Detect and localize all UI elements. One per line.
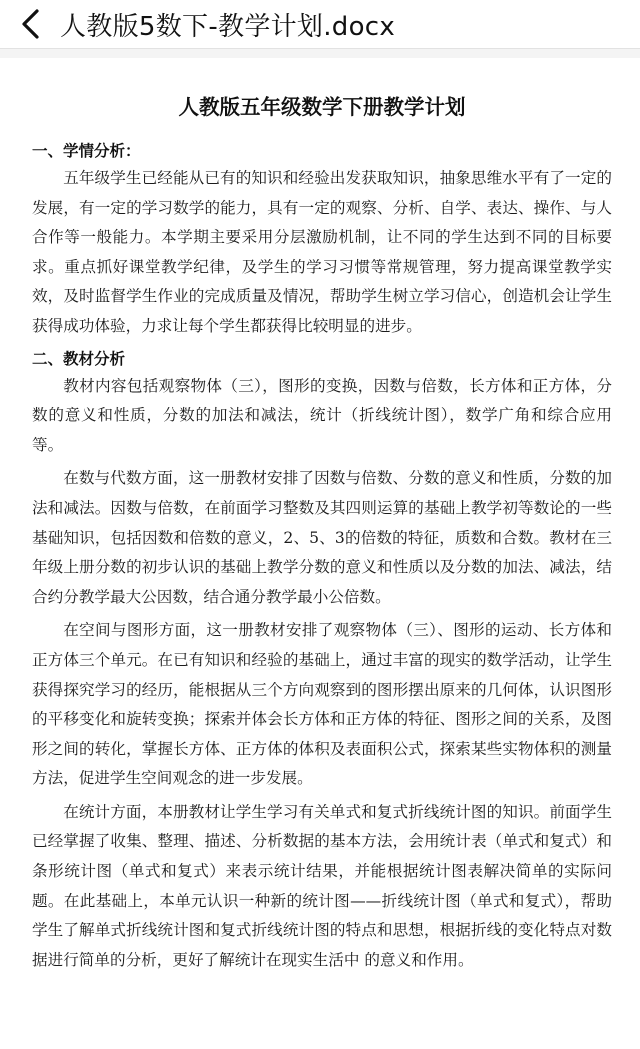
paragraph: 在空间与图形方面，这一册教材安排了观察物体（三）、图形的运动、长方体和正方体三个单元。在已有知识和经验的基础上，通过丰富的现实的数学活动，让学生获得探究学习的经历，能根据从三个方向观察到的图形摆出原来的几何体，认识图形的平移变化和旋转变换；探索并体会长方体和正方体的特征、图形之间的关系，及图形之间的转化，掌握长方体、正方体的体积及表面积公式，探索某些实物体积的测量方法，促进学生空间观念的进一步发展。 — [32, 621, 612, 788]
section-heading: 一、学情分析： — [32, 141, 141, 160]
document-title: 人教版五年级数学下册教学计划 — [178, 95, 466, 119]
paragraph: 在统计方面，本册教材让学生学习有关单式和复式折线统计图的知识。前面学生已经掌握了收集、整理、描述、分析数据的基本方法，会用统计表（单式和复式）和条形统计图（单式和复式）来表示统计结果，并能根据统计图表解决简单的实际问题。在此基础上，本单元认识一种新的统计图——折线统计图（单式和复式），帮助学生了解单式折线统计图和复式折线统计图的特点和思想，根据折线的变化特点对数据进行简单的分析，更好了解统计在现实生活中 的意义和作用。 — [32, 802, 612, 969]
document-page[interactable] — [0, 58, 640, 1049]
chevron-left-icon — [19, 8, 41, 40]
document-filename-title: 人教版5数下-教学计划.docx — [60, 11, 396, 42]
back-button[interactable] — [0, 0, 60, 48]
section-heading: 二、教材分析 — [32, 348, 126, 368]
section-textbook-analysis — [32, 346, 612, 976]
paragraph: 五年级学生已经能从已有的知识和经验出发获取知识，抽象思维水平有了一定的发展，有一定的学习数学的能力，具有一定的观察、分析、自学、表达、操作、与人合作等一般能力。本学期主要采用分层激励机制，让不同的学生达到不同的目标要求。重点抓好课堂教学纪律，及学生的学习习惯等常规管理，努力提高课堂教学实效，及时监督学生作业的完成质量及情况，帮助学生树立学习信心，创造机会让学生获得成功体验，力求让每个学生都获得比较明显的进步。 — [32, 169, 612, 335]
paragraph: 教材内容包括观察物体（三），图形的变换，因数与倍数，长方体和正方体，分数的意义和性质，分数的加法和减法，统计（折线统计图），数学广角和综合应用等。 — [32, 376, 612, 454]
top-bar — [0, 0, 640, 49]
paragraph: 在数与代数方面，这一册教材安排了因数与倍数、分数的意义和性质，分数的加法和减法。因数与倍数，在前面学习整数及其四则运算的基础上教学初等数论的一些基础知识，包括因数和倍数的意义，2、5、3的倍数的特征，质数和合数。教材在三年级上册分数的初步认识的基础上教学分数的意义和性质以及分数的加法、减法，结合约分教学最大公因数，结合通分教学最小公倍数。 — [32, 469, 612, 606]
section-learning-analysis — [32, 138, 612, 342]
